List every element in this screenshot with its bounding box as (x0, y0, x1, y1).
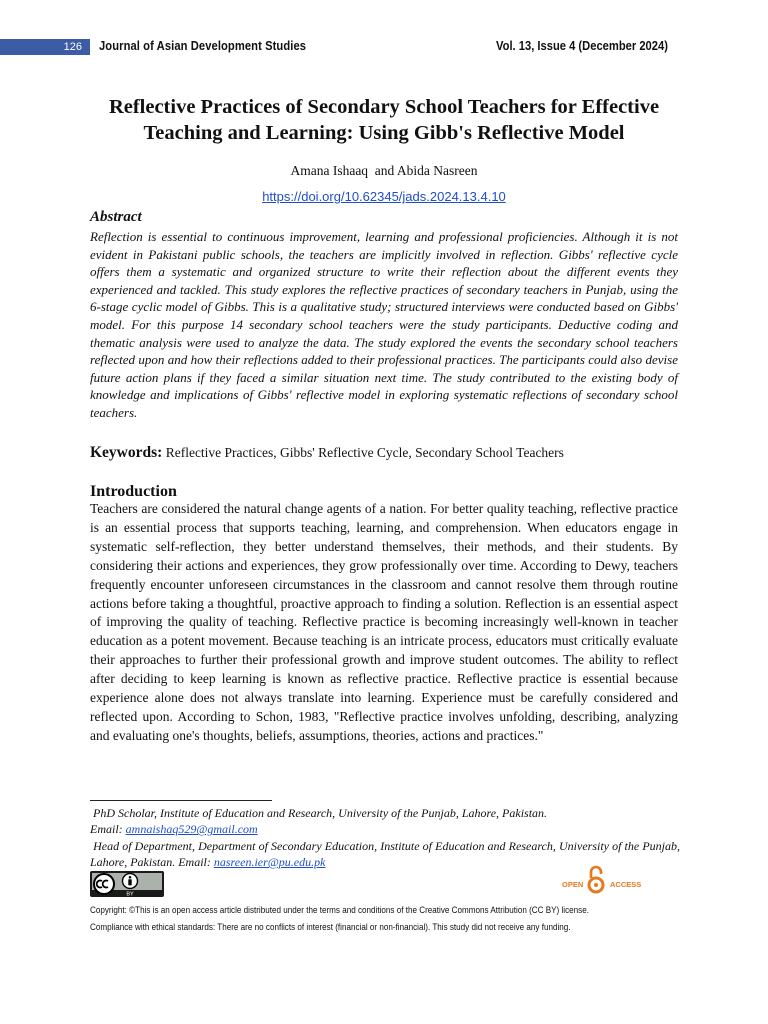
introduction-body: Teachers are considered the natural change agents of a nation. For better quality teaching, reflective practice is an essential process that supports teaching, learning, and comprehension. When educators engage in systematic self-reflection, they better understand themselves, their methods, and their students. By considering their actions and experiences, they grow professionally over time. According to Dewy, teachers frequently encounter unforeseen circumstances in the classroom and cannot resolve them through routine actions before taking a thoughtful, proactive approach to finding a solution. Reflection is an essential aspect of improving the quality of teaching. Reflective practice is becoming increasingly well-known in teacher education as a potent movement. Because teaching is an intricate process, educators must critically evaluate their approaches to further their professional growth and improve student outcomes. The ability to reflect after deciding to keep learning is known as reflective practice. Reflective practice is essential because experience alone does not always translate into learning. Experience must be carefully considered and reflected upon. According to Schon, 1983, "Reflective practice involves unfolding, describing, analyzing and evaluating one's thoughts, beliefs, assumptions, theories, actions and practices." (90, 501, 678, 743)
author-line: Amana Ishaaq and Abida Nasreen (290, 163, 478, 178)
keywords-label: Keywords: (90, 444, 163, 461)
cc-by-icon (90, 871, 164, 897)
page-number-tab: 126 (0, 39, 90, 55)
license-statement (90, 902, 630, 935)
cc-badge-label: BY (126, 891, 134, 897)
email-label: Email: (90, 822, 126, 837)
author1-affiliation: PhD Scholar, Institute of Education and Research, University of the Punjab, Lahore, Pakistan. (93, 806, 548, 820)
compliance-text: Compliance with ethical standards: There are no conflicts of interest (financial or non-financial). This study did not receive any funding. (90, 921, 571, 932)
doi-link[interactable] (0, 189, 768, 204)
open-access-logo (560, 865, 640, 895)
keywords-line (90, 444, 690, 462)
footnote-divider (90, 800, 272, 801)
author2-affiliation: Head of Department, Department of Secondary Education, Institute of Education and Research, University of the Punjab, Lahore, Pakistan. (90, 838, 680, 869)
footnote-author1 (90, 805, 680, 821)
open-lock-icon (587, 865, 605, 895)
email-label: Email: (175, 854, 214, 869)
footnote-author1-email (90, 821, 680, 837)
open-access-word-open: OPEN (562, 880, 584, 889)
volume-issue: Vol. 13, Issue 4 (December 2024) (496, 38, 668, 53)
copyright-text: Copyright: ©This is an open access article distributed under the terms and conditions of the Creative Commons Attribution (CC BY) license. (90, 905, 589, 915)
cc-by-license-badge[interactable] (90, 871, 164, 897)
keywords-text: Reflective Practices, Gibbs' Reflective Cycle, Secondary School Teachers (165, 445, 564, 460)
article-title: Reflective Practices of Secondary School Teachers for Effective Teaching and Learning: Using Gibb's Reflective Model (108, 96, 660, 144)
author1-email-link[interactable]: amnaishaq529@gmail.com (125, 822, 258, 837)
journal-name: Journal of Asian Development Studies (99, 38, 307, 53)
doi-text: https://doi.org/10.62345/jads.2024.13.4.10 (262, 189, 506, 204)
abstract-body: Reflection is essential to continuous improvement, learning and professional proficiencies. Although it is not evident in Pakistani public schools, the teachers are implicitly involved in reflection. Gibbs' reflective cycle offers them a systematic and organized structure to write their reflection about the different events they experienced and tackled. This study explores the reflective practices of secondary teachers in Punjab, using the 6-stage cyclic model of Gibbs. This is a qualitative study; structured interviews were conducted based on Gibbs' model. For this purpose 14 secondary school teachers were the study participants. Deductive coding and thematic analysis were used to analyze the data. The study explored the events the secondary school teachers reflected upon and how their reflections added to their professional practices. The participants could also devise future action plans if they faced a similar situation next time. The study contributed to the existing body of knowledge and implications of Gibbs' reflective model in exploring systematic reflections of secondary school teachers. (90, 229, 678, 420)
introduction-heading: Introduction (90, 483, 177, 500)
author2-email-link[interactable]: nasreen.ier@pu.edu.pk (213, 854, 326, 869)
running-header (0, 36, 768, 58)
footnotes (90, 805, 680, 870)
open-access-word-access: ACCESS (610, 880, 642, 889)
abstract-heading: Abstract (90, 209, 142, 225)
